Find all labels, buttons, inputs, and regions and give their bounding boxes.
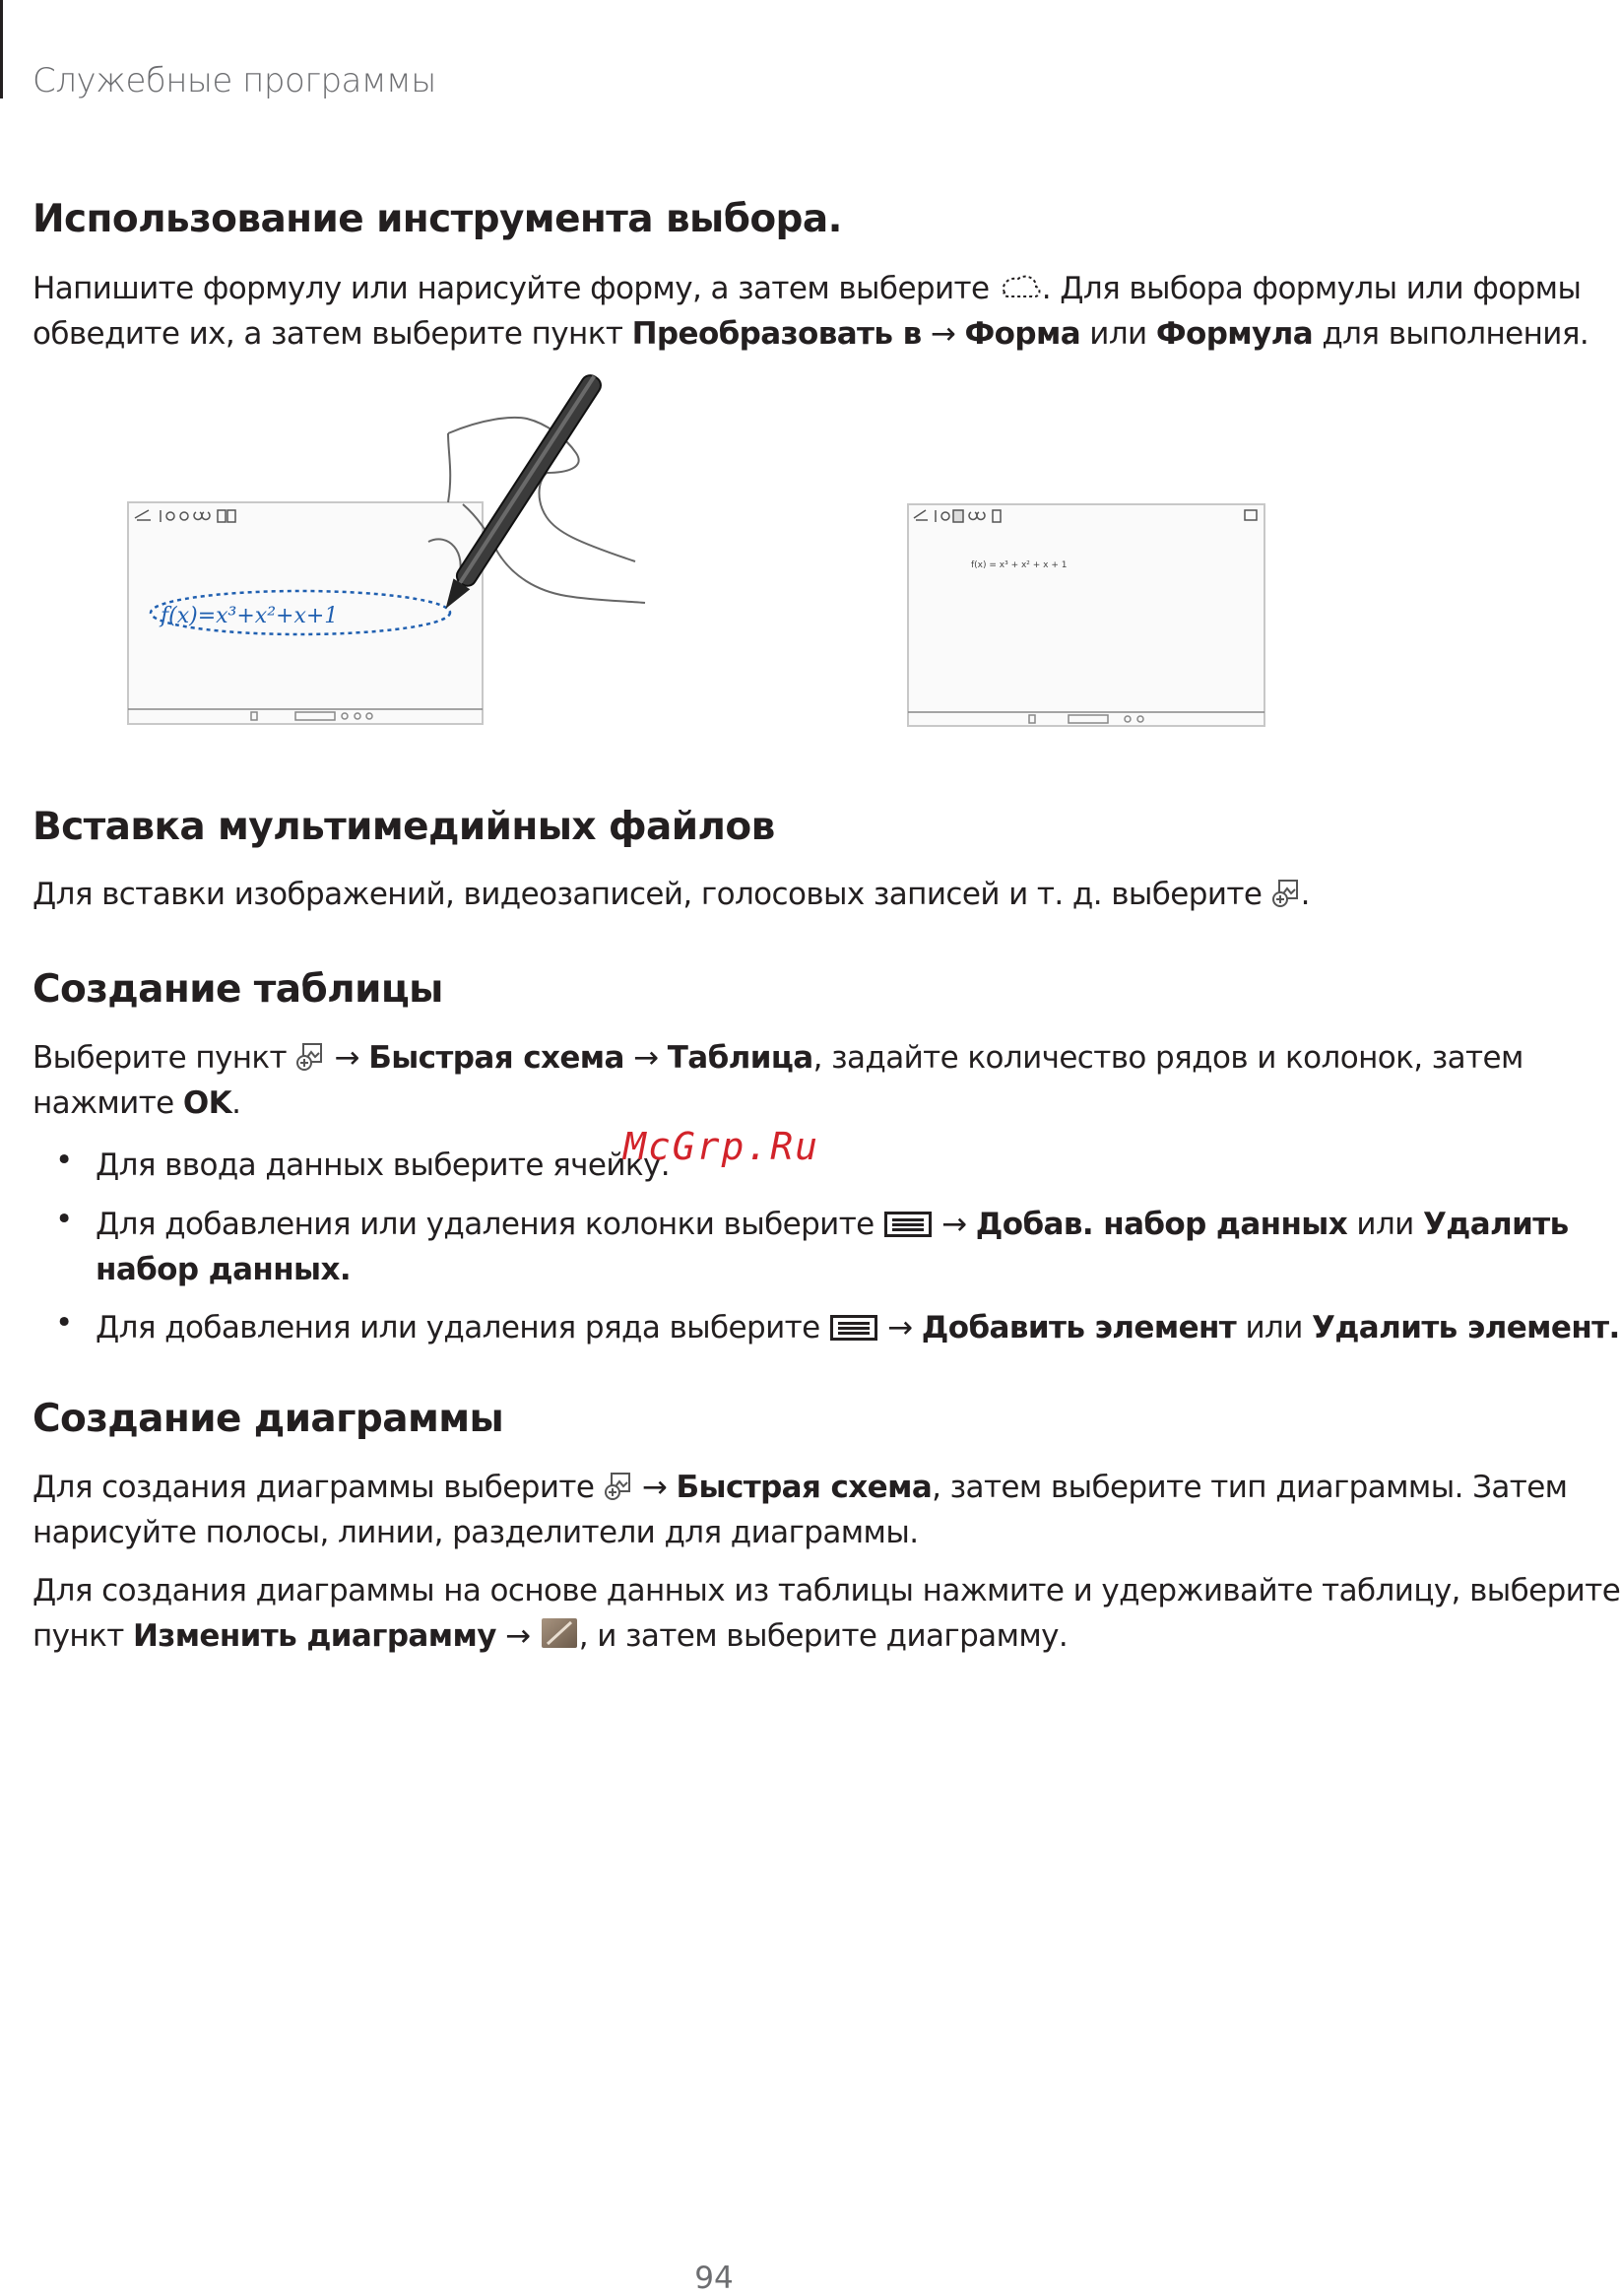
paragraph-chart-3: Для создания диаграммы на основе данных из таблицы нажмите и удерживайте таблицу, выберите (32, 1573, 1620, 1608)
bullet-text-2: Для добавления или удаления колонки выберите → Добав. набор данных или Удалить (96, 1207, 1569, 1242)
converted-formula: f(x) = x³ + x² + x + 1 (971, 560, 1068, 570)
heading-table: Создание таблицы (32, 967, 443, 1012)
paragraph-table-1: Выберите пункт → Быстрая схема → Таблица, задайте количество рядов и колонок, затем (32, 1040, 1523, 1076)
insert-media-icon (295, 1042, 325, 1072)
heading-selection-tool: Использование инструмента выбора. (32, 197, 842, 241)
bullet-text-1: Для ввода данных выберите ячейку. (96, 1148, 671, 1183)
lasso-selection-icon (999, 273, 1042, 302)
paragraph-selection-2: обведите их, а затем выберите пункт Преобразовать в → Форма или Формула для выполнения. (32, 316, 1589, 352)
page-number: 94 (694, 2261, 734, 2296)
insert-media-icon (604, 1472, 633, 1501)
handwritten-formula: f(x)=x³+x²+x+1 (161, 604, 339, 628)
paragraph-selection-1: Напишите формулу или нарисуйте форму, а затем выберите . Для выбора формулы или формы (32, 271, 1582, 306)
bullet-text-2-cont: набор данных. (96, 1252, 352, 1287)
bullet-2: • (55, 1202, 74, 1237)
pen-tablet-illustration (123, 394, 655, 729)
paragraph-chart-1: Для создания диаграммы выберите → Быстрая схема, затем выберите тип диаграммы. Затем (32, 1470, 1568, 1505)
watermark: McGrp.Ru (623, 1125, 820, 1168)
bullet-3: • (55, 1305, 74, 1341)
heading-multimedia: Вставка мультимедийных файлов (32, 805, 775, 849)
running-header: Служебные программы (32, 61, 436, 100)
converted-formula-screen (906, 502, 1270, 729)
side-rule (0, 0, 3, 98)
paragraph-multimedia: Для вставки изображений, видеозаписей, голосовых записей и т. д. выберите . (32, 877, 1310, 912)
menu-icon (829, 1314, 878, 1342)
paragraph-chart-2: нарисуйте полосы, линии, разделители для диаграммы. (32, 1515, 919, 1550)
bullet-text-3: Для добавления или удаления ряда выберите → Добавить элемент или Удалить элемент. (96, 1310, 1620, 1345)
menu-icon (883, 1211, 933, 1238)
paragraph-chart-4: пункт Изменить диаграмму → , и затем выберите диаграмму. (32, 1618, 1069, 1654)
insert-media-icon (1271, 879, 1301, 908)
bullet-1: • (55, 1143, 74, 1178)
edit-chart-icon (540, 1616, 579, 1650)
paragraph-table-2: нажмите OK. (32, 1085, 241, 1121)
heading-chart: Создание диаграммы (32, 1397, 504, 1441)
